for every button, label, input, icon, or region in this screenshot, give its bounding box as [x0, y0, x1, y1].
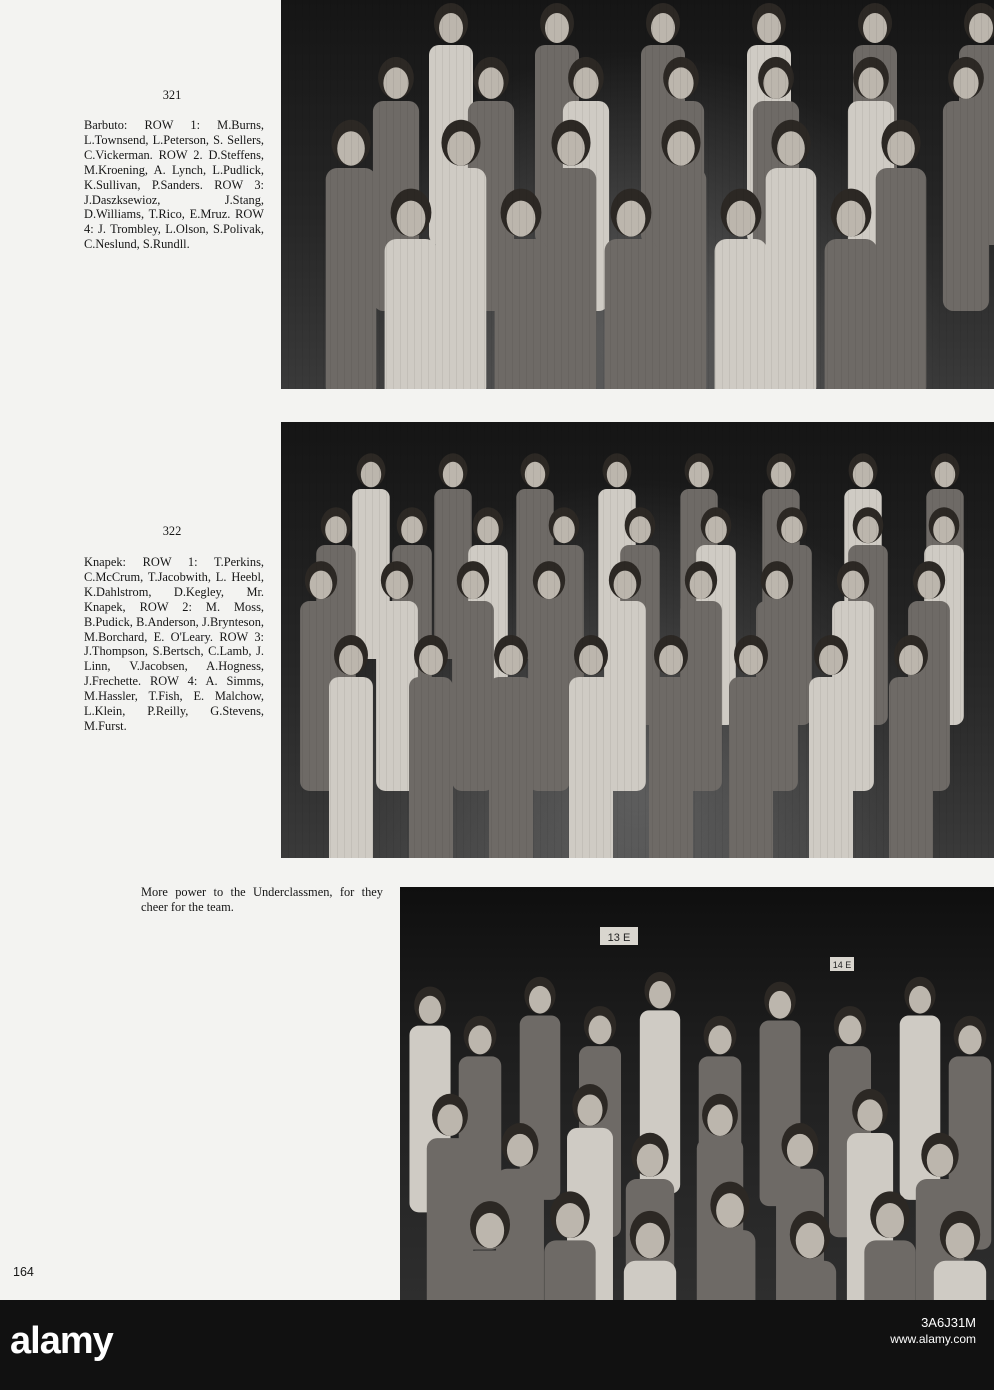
class-photo-322	[281, 422, 994, 858]
sign-13e: 13 E	[607, 932, 631, 944]
crowd-silhouette	[544, 1191, 595, 1300]
image-id: 3A6J31M	[921, 1315, 976, 1330]
page-number: 164	[13, 1265, 34, 1279]
group-number-322: 322	[162, 524, 182, 538]
caption-322: Knapek: ROW 1: T.Perkins, C.McCrum, T.Jacobwith, L. Heebl, K.Dahlstrom, D.Kegley, Mr. Knapek, ROW 2: M. Moss, B.Pudick, B.Anderson, J.Brynteson, M.Borchard, E. O'Leary. ROW 3: J.Thompson, S.Bertsch, C.Lamb, J. Linn, V.Jacobsen, A.Hogness, J.Frechette. ROW 4: A. Simms, M.Hassler, T.Fish, E. Malchow, L.Klein, P.Reilly, G.Stevens, M.Furst.	[84, 555, 264, 733]
crowd-silhouette	[705, 1182, 756, 1300]
caption-321: Barbuto: ROW 1: M.Burns, L.Townsend, L.Peterson, S. Sellers, C.Vickerman. ROW 2. D.Steffens, M.Kroening, A. Lynch, L.Pudlick, K.Sullivan, P.Sanders. ROW 3: J.Daszksewioz, J.Stang, D.Williams, T.Rico, E.Mruz. ROW 4: J. Trombley, L.Olson, S.Polivak, C.Neslund, S.Rundll.	[84, 118, 264, 252]
group-number-321: 321	[162, 88, 182, 102]
alamy-logo: alamy	[10, 1320, 113, 1362]
sign-14e: 14 E	[832, 960, 852, 970]
crowd-silhouette	[864, 1191, 915, 1300]
crowd-photo	[400, 887, 994, 1300]
image-id-block	[890, 1314, 976, 1348]
banner-url: www.alamy.com	[890, 1332, 976, 1346]
class-photo-321	[281, 0, 994, 389]
stock-banner	[0, 1300, 994, 1390]
crowd-silhouette	[520, 977, 561, 1200]
crowd-caption: More power to the Underclassmen, for they cheer for the team.	[141, 885, 383, 914]
